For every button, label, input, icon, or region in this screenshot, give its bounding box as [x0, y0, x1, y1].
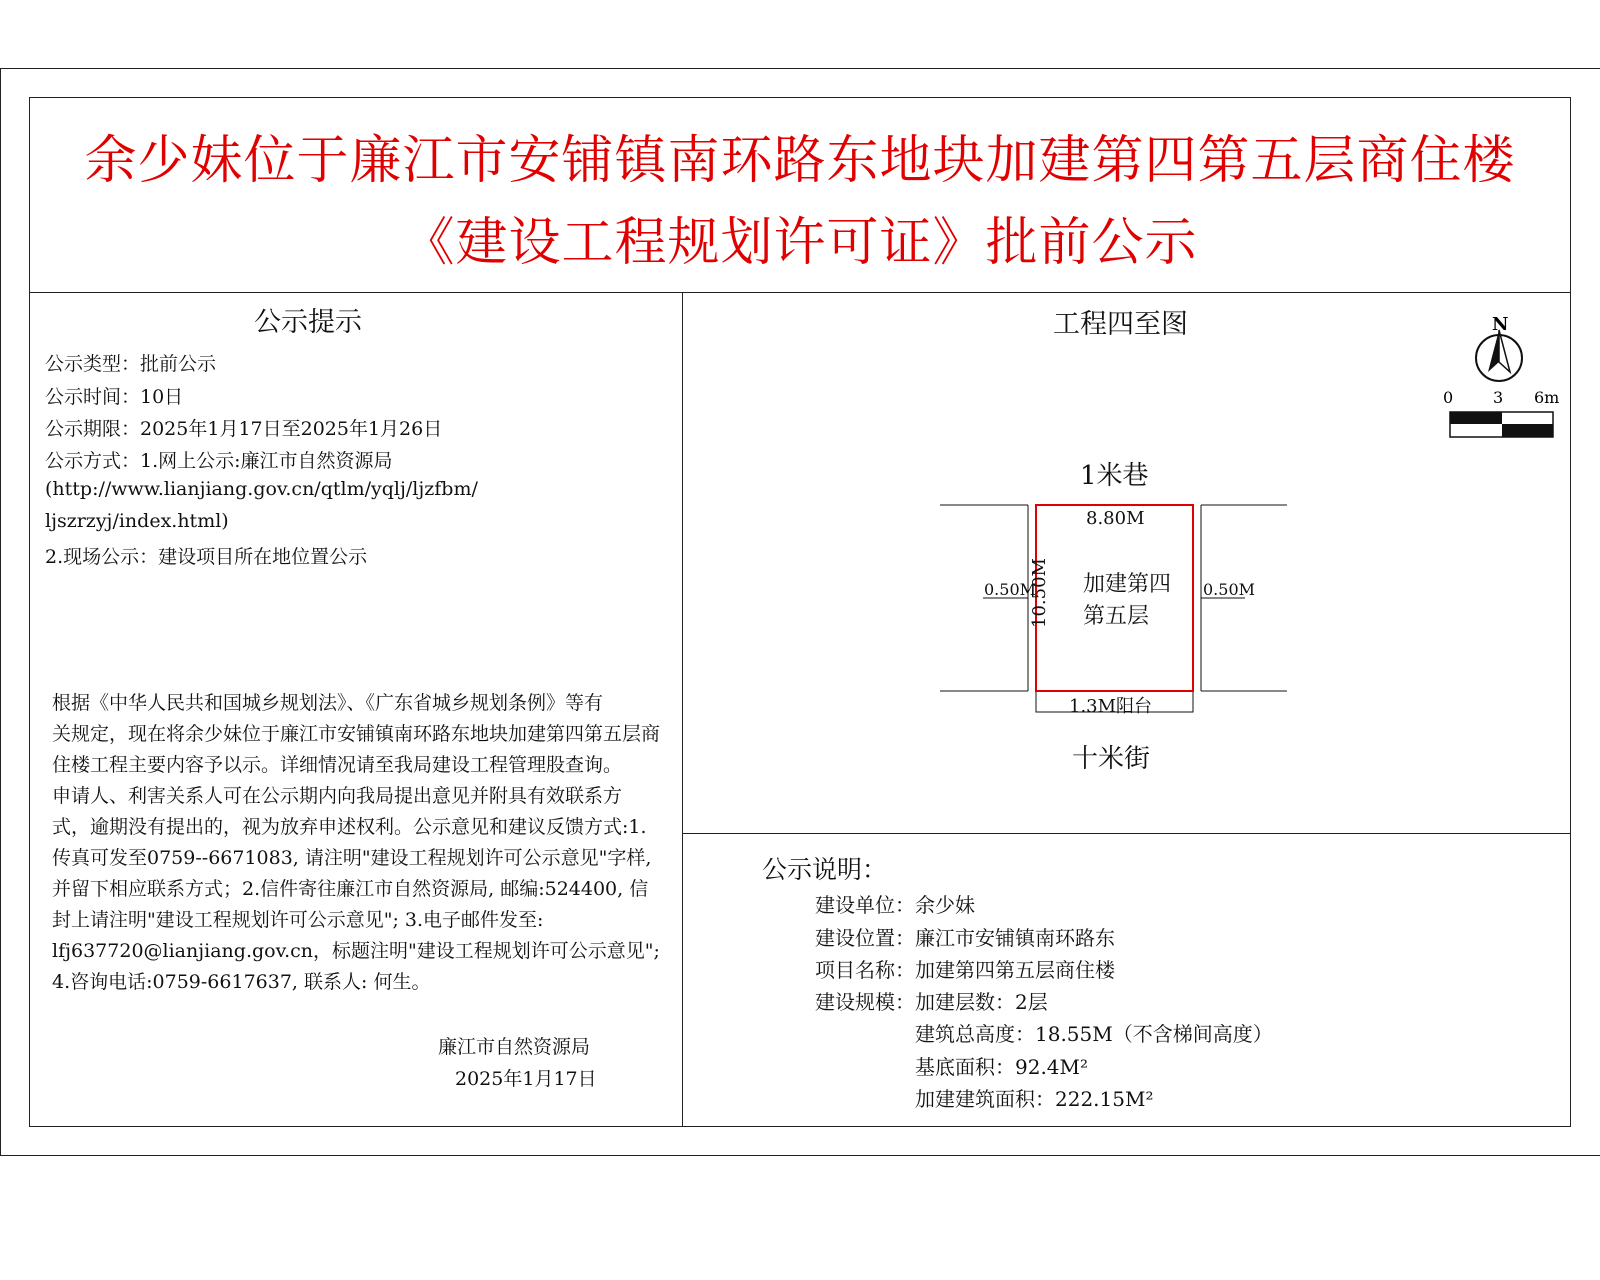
scale-label-6m: 6m [1534, 388, 1560, 407]
paragraph-line: lfj637720@lianjiang.gov.cn，标题注明"建设工程规划许可公示意见"; [52, 940, 660, 962]
paragraph-line: 申请人、利害关系人可在公示期内向我局提出意见并附具有效联系方 [52, 785, 623, 807]
paragraph-line: 式，逾期没有提出的，视为放弃申述权利。公示意见和建议反馈方式:1. [52, 816, 647, 838]
explain-row: 项目名称：加建第四第五层商住楼 [815, 958, 1115, 982]
explain-base-area: 基底面积：92.4M² [915, 1055, 1089, 1079]
balcony-label: 1.3M阳台 [1069, 696, 1153, 717]
building-outline [1036, 505, 1193, 691]
explain-heading: 公示说明： [762, 855, 888, 884]
right-gap-label: 0.50M [1203, 580, 1256, 599]
paragraph-line: 并留下相应联系方式；2.信件寄往廉江市自然资源局, 邮编:524400, 信 [52, 878, 649, 900]
explain-row: 建设单位：余少妹 [815, 893, 975, 917]
paragraph-line: 4.咨询电话:0759-6617637, 联系人: 何生。 [52, 971, 431, 993]
signer: 廉江市自然资源局 [438, 1036, 591, 1058]
scale-label-3: 3 [1493, 388, 1504, 407]
scale-bar-icon [1450, 412, 1553, 437]
notice-heading: 公示提示 [254, 307, 362, 338]
south-street-label: 十米街 [1072, 744, 1151, 774]
building-label-1: 加建第四 [1083, 572, 1172, 597]
notice-url-1: (http://www.lianjiang.gov.cn/qtlm/yqlj/ljzfbm/ [45, 478, 478, 500]
paragraph-line: 关规定，现在将余少妹位于廉江市安铺镇南环路东地块加建第四第五层商 [52, 723, 661, 745]
column-divider [682, 292, 683, 1126]
north-label: N [1492, 314, 1509, 335]
explain-row: 建设位置：廉江市安铺镇南环路东 [815, 926, 1115, 950]
paragraph-line: 传真可发至0759--6671083, 请注明"建设工程规划许可公示意见"字样, [52, 847, 652, 869]
notice-paragraph [52, 688, 660, 998]
depth-label: 10.50M [1029, 558, 1050, 628]
north-arrow-and-scale [1440, 310, 1560, 445]
top-width-label: 8.80M [1086, 508, 1145, 529]
notice-period: 公示期限：2025年1月17日至2025年1月26日 [45, 418, 443, 440]
map-divider [682, 833, 1571, 834]
building-label-2: 第五层 [1083, 604, 1150, 629]
notice-url-2: ljszrzyj/index.html) [45, 510, 229, 532]
signature-date: 2025年1月17日 [455, 1068, 597, 1090]
north-arrow-icon [1476, 330, 1522, 381]
left-gap-label: 0.50M [984, 580, 1037, 599]
map-heading: 工程四至图 [1053, 309, 1188, 340]
explain-height: 建筑总高度：18.55M（不含梯间高度） [915, 1022, 1273, 1046]
title-divider [29, 292, 1571, 293]
notice-method: 公示方式：1.网上公示:廉江市自然资源局 [45, 450, 393, 472]
north-street-label: 1米巷 [1080, 461, 1149, 491]
notice-onsite: 2.现场公示：建设项目所在地位置公示 [45, 546, 368, 568]
scale-label-0: 0 [1443, 388, 1454, 407]
notice-duration: 公示时间：10日 [45, 386, 184, 408]
title-line-1: 余少妹位于廉江市安铺镇南环路东地块加建第四第五层商住楼 [84, 131, 1516, 191]
explain-row: 建设规模：加建层数：2层 [815, 990, 1048, 1014]
explain-added-area: 加建建筑面积：222.15M² [915, 1087, 1154, 1111]
paragraph-line: 根据《中华人民共和国城乡规划法》、《广东省城乡规划条例》等有 [52, 692, 604, 714]
title-line-2: 《建设工程规划许可证》批前公示 [402, 213, 1198, 273]
paragraph-line: 封上请注明"建设工程规划许可公示意见"; 3.电子邮件发至: [52, 909, 544, 931]
paragraph-line: 住楼工程主要内容予以示。详细情况请至我局建设工程管理股查询。 [52, 754, 623, 776]
notice-type: 公示类型：批前公示 [45, 353, 217, 375]
